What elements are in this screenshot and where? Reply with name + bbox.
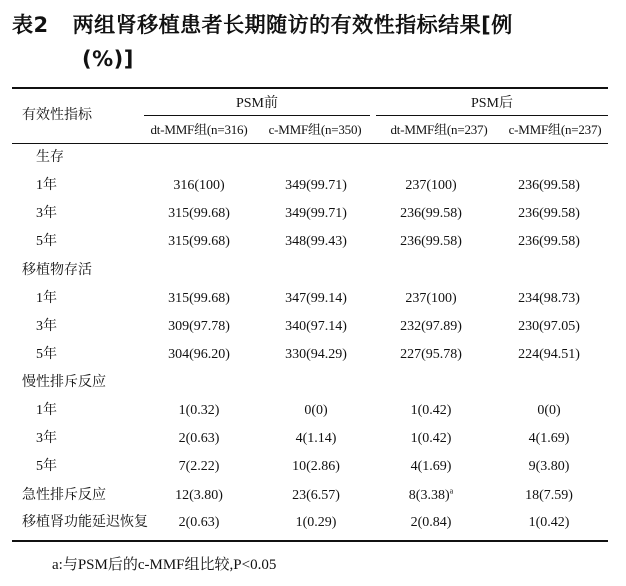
cell-value: 10(2.86): [292, 459, 340, 474]
column-header-3: dt-MMF组(n=237): [390, 122, 488, 137]
cell-value: 349(99.71): [285, 206, 347, 221]
table-cell: [489, 204, 609, 224]
row-label: 移植肾功能延迟恢复: [22, 515, 148, 530]
row-label: 慢性排斥反应: [22, 375, 106, 390]
cell-value: 0(0): [537, 403, 561, 418]
table-cell: [139, 345, 259, 365]
cell-value: 1(0.42): [410, 431, 452, 446]
cell-value: 18(7.59): [525, 488, 573, 503]
table-cell: [139, 204, 259, 224]
cell-value: 224(94.51): [518, 347, 580, 362]
row-label: 移植物存活: [22, 263, 92, 278]
row-sublabel: 1年: [36, 403, 57, 418]
table-cell: [139, 317, 259, 337]
table-cell: [256, 204, 376, 224]
table-cell: [256, 345, 376, 365]
table-cell: [489, 289, 609, 309]
cell-value: 4(1.69): [410, 459, 452, 474]
table-cell: [256, 232, 376, 252]
cell-value: 309(97.78): [168, 319, 230, 334]
table-cell: [256, 289, 376, 309]
table-cell: [489, 486, 609, 506]
row-sublabel: 5年: [36, 459, 57, 474]
group-rule-pre: [144, 115, 370, 116]
table-cell: [139, 457, 259, 477]
cell-value: 237(100): [405, 178, 457, 193]
cell-value: 236(99.58): [518, 206, 580, 221]
row-label: 急性排斥反应: [22, 488, 106, 503]
cell-value: 4(1.69): [528, 431, 570, 446]
table-cell: [139, 486, 259, 506]
group-rule-post: [376, 115, 608, 116]
table-cell: [139, 289, 259, 309]
column-header-4: c-MMF组(n=237): [508, 122, 602, 137]
row-sublabel: 3年: [36, 431, 57, 446]
table-cell: [256, 513, 376, 533]
table-cell: [139, 401, 259, 421]
cell-value: 23(6.57): [292, 488, 340, 503]
table-cell: [256, 317, 376, 337]
table-cell: [489, 317, 609, 337]
table-cell: [489, 401, 609, 421]
table-number: 表2: [12, 13, 49, 37]
cell-value: 340(97.14): [285, 319, 347, 334]
table-cell: [371, 176, 491, 196]
cell-value: 315(99.68): [168, 206, 230, 221]
row-sublabel: 3年: [36, 319, 57, 334]
cell-value: 1(0.29): [295, 515, 337, 530]
table-cell: [139, 513, 259, 533]
table-cell: [489, 429, 609, 449]
table-cell: [371, 457, 491, 477]
cell-value: 4(1.14): [295, 431, 337, 446]
row-header-label: 有效性指标: [22, 108, 92, 123]
table-cell: [489, 176, 609, 196]
cell-value: 234(98.73): [518, 291, 580, 306]
group-header-pre: PSM前: [235, 96, 279, 111]
table-cell: [371, 317, 491, 337]
cell-value: 304(96.20): [168, 347, 230, 362]
table-cell: [139, 429, 259, 449]
caption-line-1: 两组肾移植患者长期随访的有效性指标结果[例: [72, 13, 513, 37]
cell-value: 236(99.58): [400, 206, 462, 221]
column-header-2: c-MMF组(n=350): [268, 122, 362, 137]
cell-value: 1(0.42): [528, 515, 570, 530]
cell-value: 8(3.38): [408, 488, 450, 503]
cell-value: 232(97.89): [400, 319, 462, 334]
table-cell: [256, 457, 376, 477]
header-bottom-rule: [12, 143, 608, 144]
cell-value: 349(99.71): [285, 178, 347, 193]
table-cell: [489, 232, 609, 252]
caption-line-2: (%)]: [82, 47, 134, 71]
cell-value: 316(100): [173, 178, 225, 193]
table-cell: [256, 176, 376, 196]
table-cell: [139, 176, 259, 196]
row-sublabel: 3年: [36, 206, 57, 221]
cell-value: 1(0.32): [178, 403, 220, 418]
footnote: a:与PSM后的c-MMF组比较,P<0.05: [52, 557, 277, 573]
cell-value: 227(95.78): [400, 347, 462, 362]
cell-value: 2(0.63): [178, 431, 220, 446]
cell-value: 0(0): [304, 403, 328, 418]
table-cell: [256, 486, 376, 506]
cell-value: 1(0.42): [410, 403, 452, 418]
cell-value: 315(99.68): [168, 234, 230, 249]
cell-value: 236(99.58): [400, 234, 462, 249]
row-sublabel: 1年: [36, 291, 57, 306]
cell-value: 236(99.58): [518, 178, 580, 193]
table-caption: [12, 8, 616, 76]
cell-value: 2(0.63): [178, 515, 220, 530]
top-rule: [12, 87, 608, 89]
table-cell: [371, 429, 491, 449]
cell-value: 330(94.29): [285, 347, 347, 362]
row-sublabel: 5年: [36, 234, 57, 249]
table-cell: [371, 289, 491, 309]
table-cell: [256, 401, 376, 421]
table-cell: [256, 429, 376, 449]
row-sublabel: 生存: [36, 150, 64, 165]
cell-value: 230(97.05): [518, 319, 580, 334]
table-cell: [489, 457, 609, 477]
cell-value: 347(99.14): [285, 291, 347, 306]
cell-value: 348(99.43): [285, 234, 347, 249]
cell-value: 315(99.68): [168, 291, 230, 306]
cell-value: 236(99.58): [518, 234, 580, 249]
group-header-post: PSM后: [470, 96, 514, 111]
table-cell: [371, 401, 491, 421]
table-cell: [371, 486, 491, 506]
table-cell: [371, 345, 491, 365]
table-cell: [489, 513, 609, 533]
bottom-rule: [12, 540, 608, 542]
table-cell: [371, 204, 491, 224]
cell-value: 12(3.80): [175, 488, 223, 503]
cell-value: 7(2.22): [178, 459, 220, 474]
cell-value: 237(100): [405, 291, 457, 306]
column-header-1: dt-MMF组(n=316): [150, 122, 248, 137]
table-cell: [371, 232, 491, 252]
significance-marker: a: [449, 486, 454, 496]
row-sublabel: 5年: [36, 347, 57, 362]
table-cell: [489, 345, 609, 365]
row-sublabel: 1年: [36, 178, 57, 193]
cell-value: 9(3.80): [528, 459, 570, 474]
table-cell: [371, 513, 491, 533]
table-cell: [139, 232, 259, 252]
cell-value: 2(0.84): [410, 515, 452, 530]
